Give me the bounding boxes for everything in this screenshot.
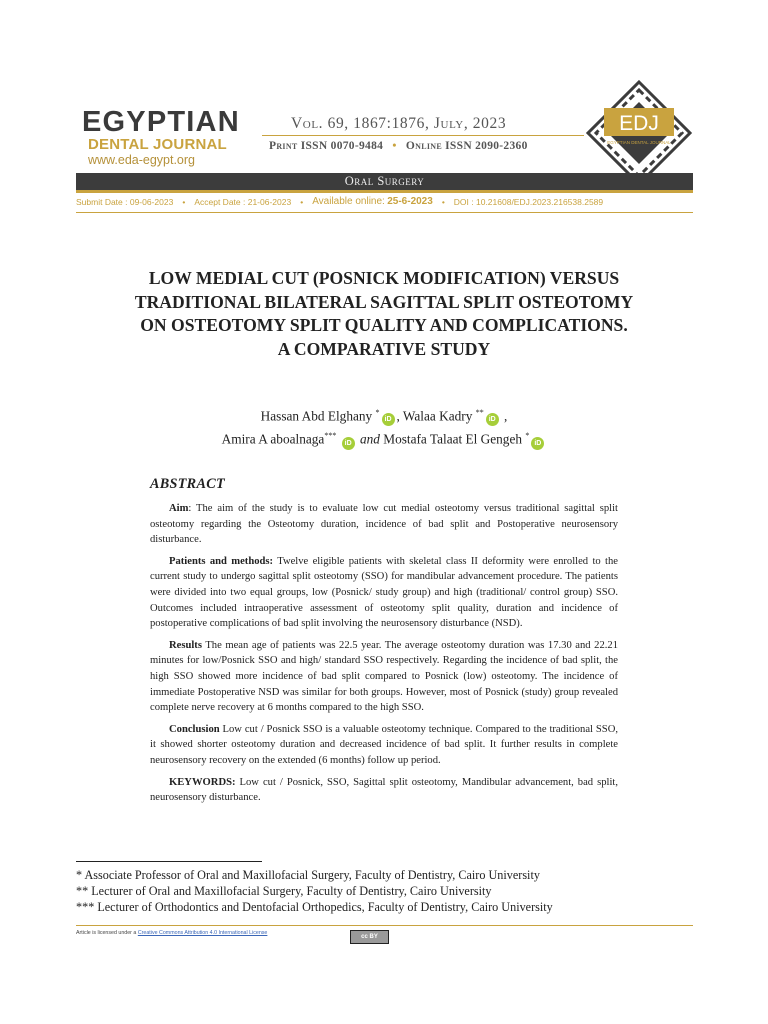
volume-line: Vol. 69, 1867:1876, July, 2023 bbox=[291, 115, 507, 132]
title-line: A COMPARATIVE STUDY bbox=[277, 338, 491, 359]
journal-url[interactable]: www.eda-egypt.org bbox=[88, 153, 196, 167]
footnote: * Associate Professor of Oral and Maxillofacial Surgery, Faculty of Dentistry, Cairo University bbox=[76, 868, 540, 882]
article-dates bbox=[76, 196, 693, 207]
affiliation-mark: * bbox=[375, 408, 380, 417]
author-name: Hassan Abd Elghany bbox=[260, 408, 373, 424]
separator-dot: • bbox=[392, 140, 397, 152]
keywords-label: KEYWORDS: bbox=[169, 776, 236, 788]
available-date: 25-6-2023 bbox=[387, 196, 433, 207]
emblem-caption: EGYPTIAN DENTAL JOURNAL bbox=[607, 140, 671, 145]
conclusion-label: Conclusion bbox=[169, 723, 220, 735]
footnotes bbox=[76, 867, 696, 916]
abstract-conclusion bbox=[150, 722, 618, 769]
results-label: Results bbox=[169, 639, 202, 651]
orcid-icon[interactable]: iD bbox=[486, 413, 499, 426]
footnote-divider bbox=[76, 861, 262, 862]
author-name: Walaa Kadry bbox=[402, 408, 473, 424]
dates-divider bbox=[76, 212, 693, 213]
author-name: Amira A aboalnaga bbox=[221, 431, 325, 447]
license-notice bbox=[76, 930, 267, 936]
journal-subname: DENTAL JOURNAL bbox=[88, 136, 227, 153]
section-banner bbox=[76, 173, 693, 193]
article-title bbox=[84, 267, 684, 361]
conclusion-text: Low cut / Posnick SSO is a valuable osteotomy technique. Compared to the traditional SSO, it showed shorter osteotomy duration and decreased incidence of bad split. It further results in complete neurosensory recovery on the extended (6 months) follow up period. bbox=[150, 723, 618, 766]
abstract-aim bbox=[150, 501, 618, 548]
results-text: The mean age of patients was 22.5 year. The average osteotomy duration was 17.30 and 22.21 minutes for low/Posnick SSO and high/ standard SSO respectively. Regarding the incidence of bad split, the high SSO showed more incidence of bad split compared to Posnick (low) osteotomy. The incidence of immediate Postoperative NSD was similar for both groups. However, most of Posnick (study) group revealed complete nerve recovery at 6 months compared to the high SSO. bbox=[150, 639, 618, 714]
methods-label: Patients and methods: bbox=[169, 555, 274, 567]
author-name: Mostafa Talaat El Gengeh bbox=[383, 431, 523, 447]
abstract-keywords bbox=[150, 775, 618, 806]
header-divider bbox=[262, 135, 584, 136]
and-conjunction: and bbox=[359, 431, 380, 447]
online-issn: Online ISSN 2090-2360 bbox=[405, 140, 528, 152]
abstract-results bbox=[150, 638, 618, 716]
title-line: TRADITIONAL BILATERAL SAGITTAL SPLIT OSTEOTOMY bbox=[134, 291, 634, 312]
emblem-text: EDJ bbox=[619, 112, 659, 135]
aim-label: Aim bbox=[169, 503, 189, 514]
section-title: Oral Surgery bbox=[344, 174, 425, 188]
separator-dot: • bbox=[182, 196, 186, 207]
license-prefix: Article is licensed under a bbox=[76, 930, 138, 936]
doi[interactable]: DOI : 10.21608/EDJ.2023.216538.2589 bbox=[453, 196, 604, 207]
affiliation-mark: * bbox=[525, 431, 530, 441]
keywords-text: Low cut / Posnick, SSO, Sagittal split osteotomy, Mandibular advancement, bad split, neurosensory disturbance. bbox=[150, 776, 618, 804]
abstract-methods bbox=[150, 554, 618, 632]
orcid-icon[interactable]: iD bbox=[382, 413, 395, 426]
available-label: Available online: bbox=[312, 196, 385, 207]
title-line: ON OSTEOTOMY SPLIT QUALITY AND COMPLICATIONS. bbox=[140, 315, 628, 336]
issn-line bbox=[269, 140, 528, 152]
affiliation-mark: *** bbox=[324, 431, 337, 441]
title-line: LOW MEDIAL CUT (POSNICK MODIFICATION) VERSUS bbox=[148, 268, 620, 288]
abstract-heading: ABSTRACT bbox=[150, 476, 225, 492]
print-issn: Print ISSN 0070-9484 bbox=[269, 140, 384, 152]
aim-text: : The aim of the study is to evaluate low cut medial osteotomy versus traditional sagittal split osteotomy regarding the Osteotomy duration, incidence of bad split and Postoperative neurosensory disturbance. bbox=[150, 503, 618, 546]
footnote: *** Lecturer of Orthodontics and Dentofacial Orthopedics, Faculty of Dentistry, Cairo University bbox=[76, 900, 553, 915]
submit-date: Submit Date : 09-06-2023 bbox=[76, 196, 174, 207]
author-list: Hassan Abd Elghany *iD , Walaa Kadry **iD , Amira A aboalnaga*** iD and Mostafa Talaat El Gengeh *iD bbox=[84, 403, 684, 450]
cc-license-icon[interactable]: cc BY bbox=[350, 930, 389, 944]
edj-logo-icon bbox=[584, 78, 694, 188]
methods-text: Twelve eligible patients with skeletal class II deformity were enrolled to the current study to undergo sagittal split osteotomy (SSO) for mandibular advancement procedure. The patients were divided into two equal groups, low (Posnick/ study group) and high (traditional/ control group) SSO. Outcomes included intraoperative assessment of osteotomy split quality, duration and incidence of postoperative complications of bad split involving the neurosensory disturbance (NSD). bbox=[150, 555, 618, 630]
orcid-icon[interactable]: iD bbox=[531, 437, 544, 450]
abstract-body bbox=[150, 501, 618, 812]
orcid-icon[interactable]: iD bbox=[342, 437, 355, 450]
footnote: ** Lecturer of Oral and Maxillofacial Surgery, Faculty of Dentistry, Cairo University bbox=[76, 884, 492, 899]
affiliation-mark: ** bbox=[475, 408, 484, 417]
license-divider bbox=[76, 925, 693, 926]
separator-dot: • bbox=[300, 196, 304, 207]
journal-name: EGYPTIAN bbox=[82, 106, 240, 138]
separator-dot: • bbox=[441, 196, 445, 207]
accept-date: Accept Date : 21-06-2023 bbox=[194, 196, 292, 207]
license-link[interactable]: Creative Commons Attribution 4.0 International License bbox=[137, 930, 268, 936]
